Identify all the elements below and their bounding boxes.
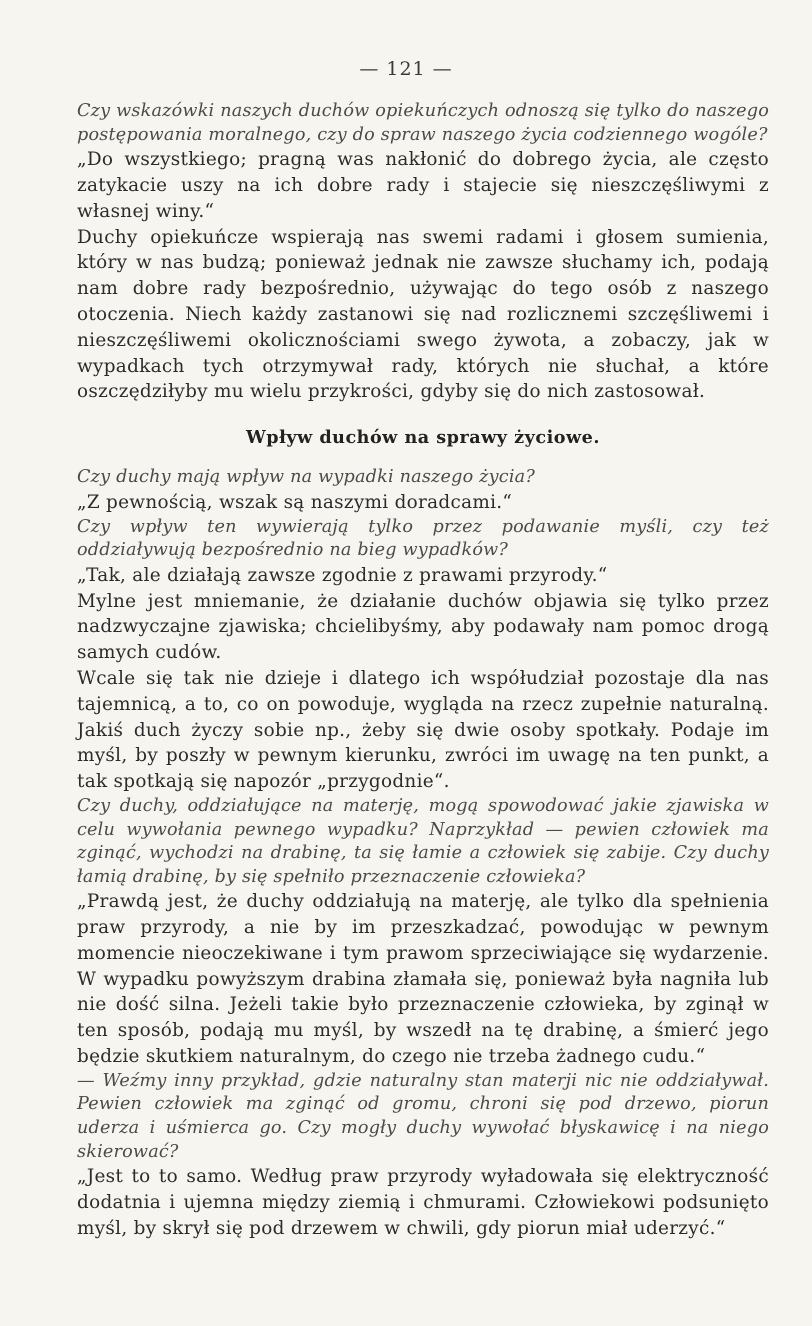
question-paragraph: Czy wpływ ten wywierają tylko przez podawanie myśli, czy też oddziaływują bezpośrednio na bieg wypadków? [77,516,769,561]
text-column [77,100,769,1242]
commentary-paragraph: Duchy opiekuńcze wspierają nas swemi radami i głosem sumienia, który w nas budzą; ponieważ jednak nie zawsze słuchamy ich, podają nam dobre rady bezpośrednio, używając do tego osób z naszego otoczenia. Niech każdy zastanowi się nad rozlicznemi szczęśliwemi i nieszczęśliwemi okolicznościami swego żywota, a zobaczy, jak w wypadkach tych otrzymywał rady, których nie słuchał, a które oszczędziłyby mu wielu przykrości, gdyby się do nich zastosował. [77,226,769,403]
answer-paragraph: „Do wszystkiego; pragną was nakłonić do dobrego życia, ale często zatykacie uszy na ich dobre rady i stajecie się nieszczęśliwymi z własnej winy.“ [77,149,769,222]
commentary-paragraph: Wcale się tak nie dzieje i dlatego ich współudział pozostaje dla nas tajemnicą, a to, co on powoduje, wygląda na rzecz zupełnie naturalną. Jakiś duch życzy sobie np., żeby się dwie osoby spotkały. Podaje im myśl, by poszły w pewnym kierunku, zwróci im uwagę na ten punkt, a tak spotkają się napozór „przygodnie“. [77,667,769,793]
answer-paragraph: „Tak, ale działają zawsze zgodnie z prawami przyrody.“ [77,564,608,586]
answer-paragraph: „Prawdą jest, że duchy oddziałują na materję, ale tylko dla spełnienia praw przyrody, a nie by im przeszkadzać, powodując w pewnym momencie nieoczekiwane i tym prawom sprzeciwiające się wydarzenie. W wypadku powyższym drabina złamała się, ponieważ była nagniła lub nie dość silna. Jeżeli takie było przeznaczenie człowieka, by zginął w ten sposób, podają mu myśl, by wszedł na tę drabinę, a śmierć jego będzie skutkiem naturalnym, do czego nie trzeba żadnego cudu.“ [77,891,769,1068]
question-paragraph: Czy duchy, oddziałujące na materję, mogą spowodować jakie zjawiska w celu wywołania pewnego wypadku? Naprzykład — pewien człowiek ma zginąć, wychodzi na drabinę, ta się łamie a człowiek się zabije. Czy duchy łamią drabinę, by się spełniło przeznaczenie człowieka? [77,795,769,887]
question-paragraph: Czy wskazówki naszych duchów opiekuńczych odnoszą się tylko do naszego postępowania moralnego, czy do spraw naszego życia codziennego wogóle? [77,101,769,145]
page-number: — 121 — [359,58,453,80]
answer-paragraph: „Z pewnością, wszak są naszymi doradcami.“ [77,491,513,513]
question-paragraph: Czy duchy mają wpływ na wypadki naszego życia? [77,467,535,488]
answer-paragraph: „Jest to to samo. Według praw przyrody wyładowała się elektryczność dodatnia i ujemna między ziemią i chmurami. Człowiekowi podsunięto myśl, by skrył się pod drzewem w chwili, gdy piorun miał uderzyć.“ [77,1166,769,1239]
commentary-paragraph: Mylne jest mniemanie, że działanie duchów objawia się tylko przez nadzwyczajne zjawiska; chcielibyśmy, aby podawały nam pomoc drogą samych cudów. [77,590,769,664]
question-paragraph: — Weźmy inny przykład, gdzie naturalny stan materji nic nie oddziaływał. Pewien człowiek ma zginąć od gromu, chroni się pod drzewo, piorun uderza i uśmierca go. Czy mogły duchy wywołać błyskawicę i na niego skierować? [77,1070,769,1162]
section-heading: Wpływ duchów na sprawy życiowe. [246,427,600,449]
